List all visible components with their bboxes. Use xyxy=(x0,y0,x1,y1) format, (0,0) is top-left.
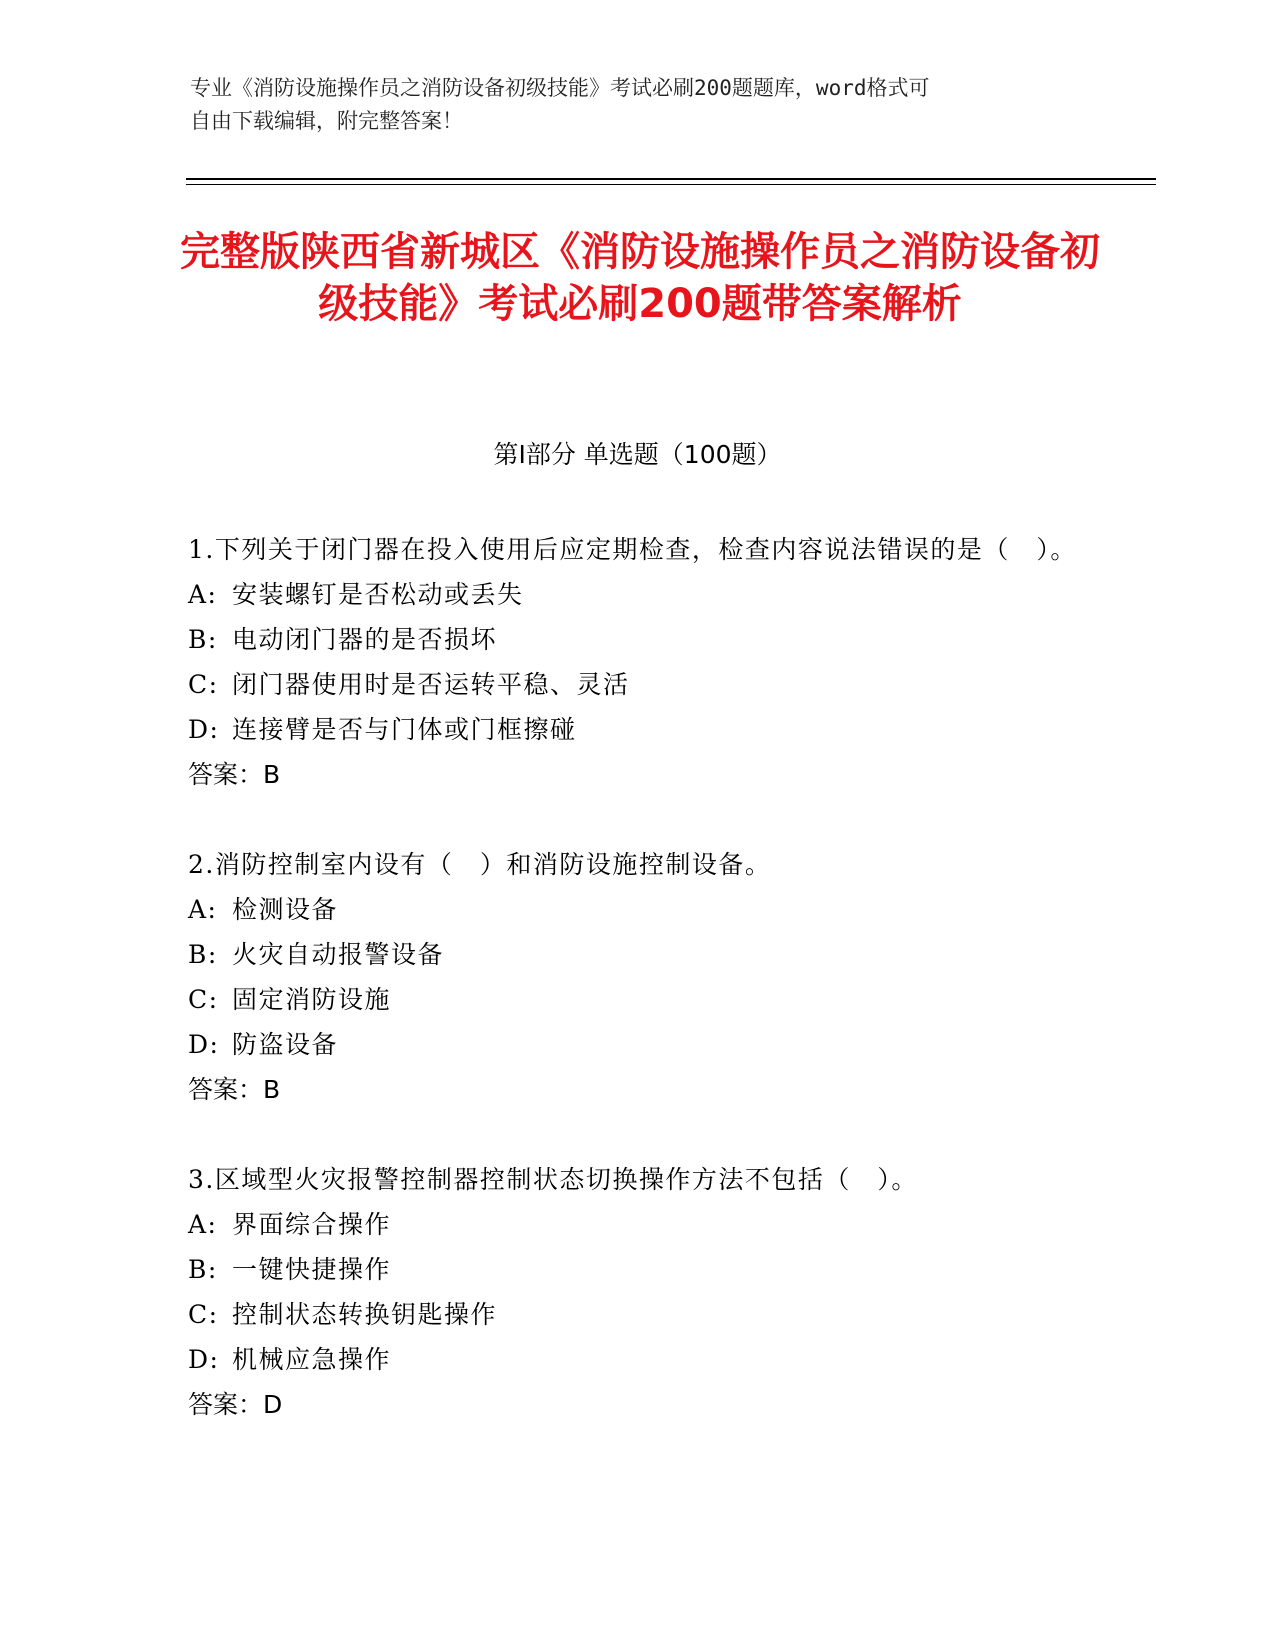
question-answer: 答案：B xyxy=(188,760,281,789)
question-option xyxy=(188,1022,1078,1067)
question-option xyxy=(188,932,1078,977)
option-text: 固定消防设施 xyxy=(232,985,392,1014)
question-answer: 答案：D xyxy=(188,1390,283,1419)
question-option xyxy=(188,707,1078,752)
option-text: 一键快捷操作 xyxy=(232,1255,392,1284)
question-option xyxy=(188,572,1078,617)
option-letter: D: xyxy=(188,1030,220,1059)
option-text: 安装螺钉是否松动或丢失 xyxy=(232,580,524,609)
option-letter: B: xyxy=(188,1255,218,1284)
section-title: 第Ⅰ部分 单选题（100题） xyxy=(493,440,782,469)
header-note-line-1: 专业《消防设施操作员之消防设备初级技能》考试必刷200题题库，word格式可 xyxy=(190,76,930,100)
header-note-line-2: 自由下载编辑，附完整答案！ xyxy=(190,109,463,133)
question-stem: 3.区域型火灾报警控制器控制状态切换操作方法不包括（ ）。 xyxy=(188,1165,918,1194)
question-item xyxy=(188,842,1078,1112)
question-item xyxy=(188,527,1078,797)
question-list xyxy=(188,527,1078,1472)
question-option xyxy=(188,977,1078,1022)
option-text: 火灾自动报警设备 xyxy=(232,940,445,969)
option-letter: C: xyxy=(188,670,219,699)
question-option xyxy=(188,887,1078,932)
option-text: 控制状态转换钥匙操作 xyxy=(232,1300,498,1329)
question-option xyxy=(188,662,1078,707)
question-option xyxy=(188,1247,1078,1292)
option-text: 机械应急操作 xyxy=(232,1345,392,1374)
question-stem: 2.消防控制室内设有（ ）和消防设施控制设备。 xyxy=(188,850,772,879)
option-letter: B: xyxy=(188,625,218,654)
question-answer: 答案：B xyxy=(188,1075,281,1104)
option-text: 闭门器使用时是否运转平稳、灵活 xyxy=(232,670,630,699)
question-option xyxy=(188,1202,1078,1247)
option-letter: A: xyxy=(188,895,218,924)
header-note xyxy=(190,72,1090,138)
option-letter: C: xyxy=(188,1300,219,1329)
question-stem: 1.下列关于闭门器在投入使用后应定期检查，检查内容说法错误的是（ ）。 xyxy=(188,535,1077,564)
option-text: 电动闭门器的是否损坏 xyxy=(232,625,498,654)
option-text: 界面综合操作 xyxy=(232,1210,392,1239)
option-letter: A: xyxy=(188,1210,218,1239)
option-letter: B: xyxy=(188,940,218,969)
option-text: 防盗设备 xyxy=(232,1030,339,1059)
option-letter: D: xyxy=(188,715,220,744)
option-letter: D: xyxy=(188,1345,220,1374)
header-divider-thin xyxy=(186,184,1156,185)
question-option xyxy=(188,617,1078,662)
question-option xyxy=(188,1337,1078,1382)
option-text: 连接臂是否与门体或门框擦碰 xyxy=(232,715,577,744)
question-option xyxy=(188,1292,1078,1337)
option-letter: A: xyxy=(188,580,218,609)
header-divider-thick xyxy=(186,178,1156,180)
document-title: 完整版陕西省新城区《消防设施操作员之消防设备初级技能》考试必刷200题带答案解析 xyxy=(180,229,1100,327)
question-item xyxy=(188,1157,1078,1427)
option-letter: C: xyxy=(188,985,219,1014)
option-text: 检测设备 xyxy=(232,895,339,924)
